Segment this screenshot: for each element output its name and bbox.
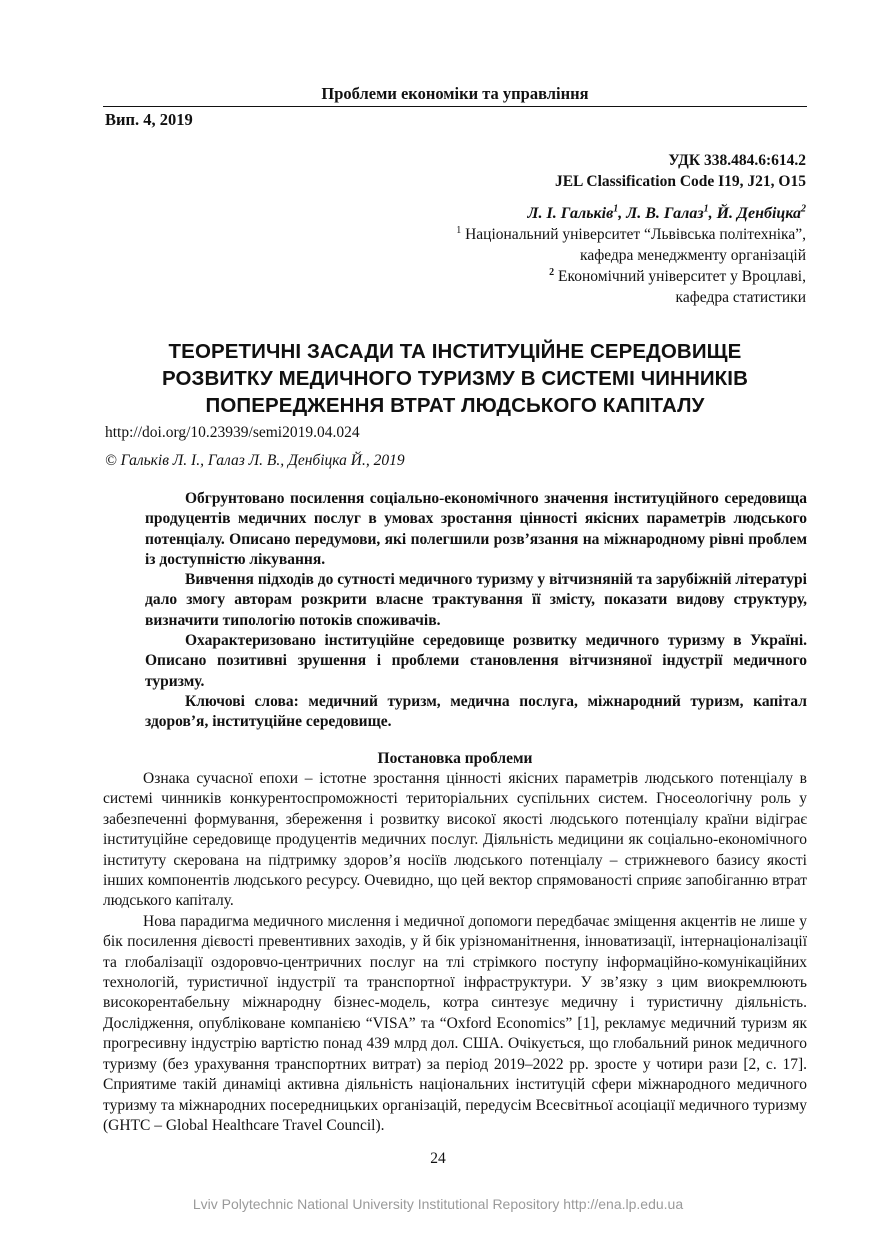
author-1: Л. І. Гальків	[527, 205, 614, 222]
abstract-paragraph: Вивчення підходів до сутності медичного туризму у вітчизняній та зарубіжній літературі дало змогу авторам розкрити власне трактування її змісту, показати видову структуру, визначити типологію потоків споживачів.	[145, 571, 807, 629]
author-3: , Й. Денбіцка	[708, 205, 801, 222]
abstract	[145, 489, 807, 733]
affiliation-2-line1: Економічний університет у Вроцлаві,	[554, 268, 806, 285]
doi-link[interactable]: http://doi.org/10.23939/semi2019.04.024	[105, 424, 360, 441]
article-title	[103, 338, 807, 419]
author-2: , Л. В. Галаз	[618, 205, 704, 222]
copyright-line: © Гальків Л. І., Галаз Л. В., Денбіцка Й., 2019	[105, 452, 405, 469]
body-paragraph: Ознака сучасної епохи – істотне зростання цінності якісних параметрів людського потенціалу в системі чинників конкурентоспроможності територіальних суспільних систем. Гносеологічну роль у забезпеченні формування, збереження і розвитку високої якості людського потенціалу країни відіграє інституційне середовище продуцентів медичних послуг. Діяльність медицини як соціально-економічного інституту скерована на підтримку здоров’я носіїв людського потенціалу – стрижневого базису якості інших компонентів людського ресурсу. Очевидно, що цей вектор спрямованості сприяє запобіганню втрат людського капіталу.	[103, 770, 807, 910]
abstract-paragraph: Обгрунтовано посилення соціально-економічного значення інституційного середовища продуцентів медичних послуг в умовах зростання цінності якісних параметрів людського потенціалу. Описано передумови, які полегшили розв’язання на міжнародному рівні проблем із доступністю лікування.	[145, 490, 807, 568]
issue-label: Вип. 4, 2019	[105, 110, 193, 129]
affiliation-2-dept: кафедра статистики	[675, 289, 806, 306]
title-line-1: ТЕОРЕТИЧНІ ЗАСАДИ ТА ІНСТИТУЦІЙНЕ СЕРЕДОВИЩЕ	[168, 340, 742, 363]
abstract-paragraph: Охарактеризовано інституційне середовище розвитку медичного туризму в Україні. Описано позитивні зрушення і проблеми становлення вітчизняної індустрії медичного туризму.	[145, 632, 807, 690]
title-line-2: РОЗВИТКУ МЕДИЧНОГО ТУРИЗМУ В СИСТЕМІ ЧИННИКІВ	[162, 367, 748, 390]
affiliation-1	[246, 224, 806, 245]
author-list	[246, 203, 806, 224]
author-1-affil-mark: 1	[613, 203, 619, 215]
body-paragraph: Нова парадигма медичного мислення і медичної допомоги передбачає зміщення акцентів не лише у бік посилення дієвості превентивних заходів, у й бік урізноманітнення, інноватизації, інтернаціоналізації та глобалізації оздоровчо-центричних послуг на тлі стрімкого поступу інформаційно-комунікаційних технологій, туристичної індустрії та транспортної інфраструктури. У зв’язку з цим виокремлюють високорентабельну міжнародну бізнес-модель, котра синтезує медичну і туристичну діяльність. Дослідження, опубліковане компанією “VISA” та “Oxford Economics” [1], рекламує медичний туризм як прогресивну індустрію вартістю понад 439 млрд дол. США. Очікується, що глобальний ринок медичного туризму (без урахування транспортних витрат) за період 2019–2022 рр. зросте у чотири рази [2, с. 17]. Сприятиме такій динаміці активна діяльність національних інституцій сфери міжнародного медичного туризму та міжнародних посередницьких організацій, передусім Всесвітньої асоціації медичного туризму (GHTC – Global Healthcare Travel Council).	[103, 912, 807, 1134]
header-rule	[103, 106, 807, 107]
page-number: 24	[430, 1150, 446, 1167]
author-2-affil-mark: 1	[703, 203, 709, 215]
repository-footer: Lviv Polytechnic National University Institutional Repository http://ena.lp.edu.ua	[192, 1196, 684, 1212]
article-meta	[246, 150, 806, 308]
title-line-3: ПОПЕРЕДЖЕННЯ ВТРАТ ЛЮДСЬКОГО КАПІТАЛУ	[205, 394, 705, 417]
affiliation-2	[246, 266, 806, 287]
section-heading: Постановка проблеми	[377, 750, 533, 767]
affiliation-1-line1: Національний університет “Львівська політехніка”,	[461, 226, 806, 243]
jel-code: JEL Classification Code I19, J21, O15	[554, 173, 806, 190]
keywords: Ключові слова: медичний туризм, медична послуга, міжнародний туризм, капітал здоров’я, інституційне середовище.	[145, 692, 807, 731]
affiliation-1-mark: 1	[456, 224, 462, 236]
udc-code: УДК 338.484.6:614.2	[668, 152, 806, 169]
affiliation-1-dept: кафедра менеджменту організацій	[580, 247, 806, 264]
author-3-affil-mark: 2	[801, 203, 806, 215]
affiliation-2-mark: 2	[549, 266, 555, 278]
body-text	[103, 769, 807, 1136]
journal-title: Проблеми економіки та управління	[321, 84, 589, 103]
